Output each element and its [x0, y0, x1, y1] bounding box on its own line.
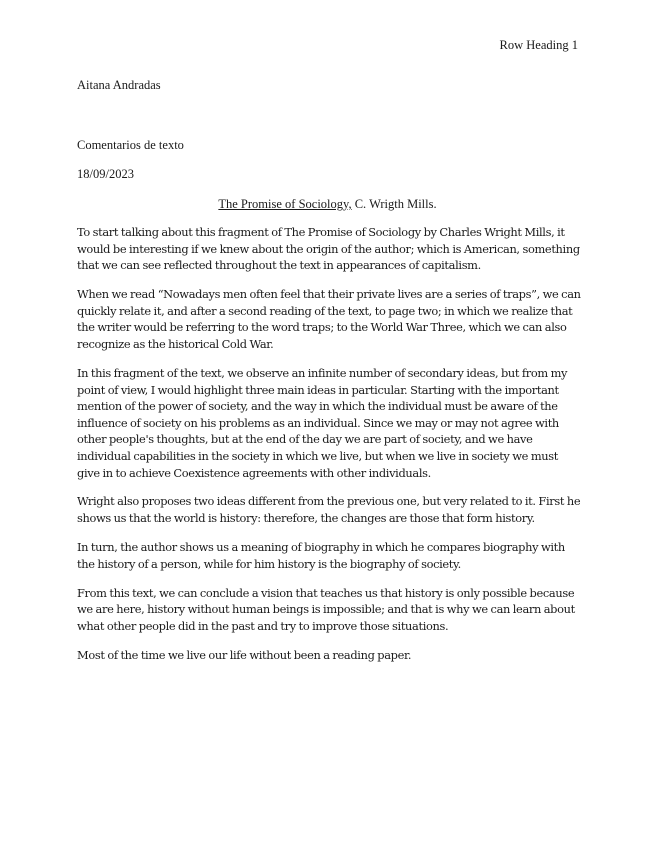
title-work: The Promise of Sociology, [218, 197, 352, 211]
paragraph: Most of the time we live our life without been a reading paper. [77, 647, 412, 662]
paragraph: From this text, we can conclude a vision that teaches us that history is only possible because we are here, history without human beings is impossible; and that is why we can learn about what other people did in the past and try to improve those situations. [77, 585, 575, 633]
document-title [0, 197, 655, 212]
paragraph: In turn, the author shows us a meaning of biography in which he compares biography with the history of a person, while for him history is the biography of society. [77, 540, 565, 571]
paragraph: To start talking about this fragment of The Promise of Sociology by Charles Wright Mills, it would be interesting if we knew about the origin of the author; which is American, something that we can see reflected throughout the text in appearances of capitalism. [77, 225, 580, 273]
paragraph: When we read “Nowadays men often feel that their private lives are a series of traps”, we can quickly relate it, and after a second reading of the text, to page two; in which we realize that the writer would be referring to the word traps; to the World War Three, which we can also recognize as the historical Cold War. [77, 287, 581, 351]
title-author: C. Wrigth Mills. [354, 197, 437, 211]
paragraph: In this fragment of the text, we observe an infinite number of secondary ideas, but from my point of view, I would highlight three main ideas in particular. Starting with the important mention of the power of society, and the way in which the individual must be aware of the influence of society on his problems as an individual. Since we may or may not agree with other people's thoughts, but at the end of the day we are part of society, and we have individual capabilities in the society in which we live, but when we live in society we must give in to achieve Coexistence agreements with other individuals. [77, 365, 568, 480]
course-name: Comentarios de texto [77, 138, 184, 152]
document-body [77, 224, 581, 676]
document-date: 18/09/2023 [77, 167, 134, 181]
running-header: Row Heading 1 [499, 38, 578, 52]
paragraph: Wright also proposes two ideas different from the previous one, but very related to it. First he shows us that the world is history: therefore, the changes are those that form history. [77, 494, 581, 526]
author-name: Aitana Andradas [77, 78, 161, 92]
